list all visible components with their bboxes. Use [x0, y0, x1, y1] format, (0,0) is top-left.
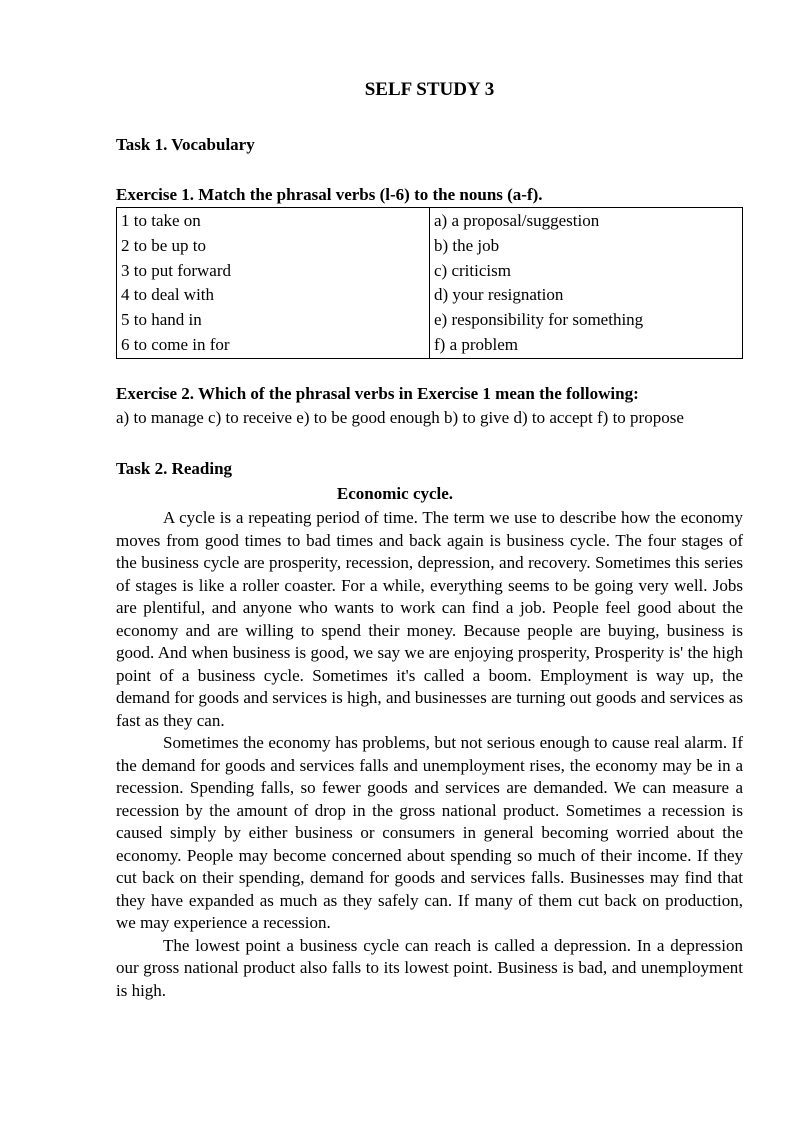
- noun-item: c) criticism: [434, 260, 511, 280]
- passage-paragraph: A cycle is a repeating period of time. The term we use to describe how the economy moves from good times to bad times and back again is business cycle. The four stages of the business cycle are prosperity, recession, depression, and recovery. Sometimes this series of stages is like a roller coaster. For a while, everything seems to be going very well. Jobs are plentiful, and anyone who wants to work can find a job. People feel good about the economy and are willing to spend their money. Because people are buying, business is good. And when business is good, we say we are enjoying prosperity, Prosperity is' the high point of a business cycle. Sometimes it's called a boom. Employment is way up, the demand for goods and services is high, and businesses are turning out goods and services as fast as they can.: [116, 508, 743, 730]
- noun-item: b) the job: [434, 235, 500, 255]
- page-title: SELF STUDY 3: [364, 79, 495, 100]
- noun-item: f) a problem: [434, 334, 519, 354]
- verbs-column: [117, 208, 430, 359]
- verb-item: 4 to deal with: [121, 285, 215, 305]
- exercise2-items: a) to manage c) to receive e) to be good enough b) to give d) to accept f) to propose: [116, 408, 684, 427]
- passage-paragraph: The lowest point a business cycle can reach is called a depression. In a depression our gross national product also falls to its lowest point. Business is bad, and unemployment is high.: [116, 935, 743, 1000]
- verb-item: 1 to take on: [121, 211, 201, 230]
- reading-passage: [116, 507, 743, 1002]
- task1-heading: Task 1. Vocabulary: [116, 135, 255, 154]
- exercise2-heading: Exercise 2. Which of the phrasal verbs in Exercise 1 mean the following:: [116, 384, 639, 403]
- noun-item: e) responsibility for something: [434, 310, 644, 330]
- verb-item: 6 to come in for: [121, 334, 230, 354]
- task2-heading: Task 2. Reading: [116, 459, 233, 478]
- matching-table-row: [117, 208, 743, 359]
- exercise1-heading: Exercise 1. Match the phrasal verbs (l-6) to the nouns (a-f).: [116, 185, 543, 204]
- verb-item: 3 to put forward: [121, 260, 232, 280]
- nouns-column: [430, 208, 743, 359]
- verb-item: 2 to be up to: [121, 235, 206, 255]
- verb-item: 5 to hand in: [121, 310, 202, 330]
- matching-table: [116, 207, 743, 359]
- noun-item: d) your resignation: [434, 285, 564, 305]
- noun-item: a) a proposal/suggestion: [434, 211, 600, 230]
- reading-title: Economic cycle.: [336, 484, 454, 503]
- passage-paragraph: Sometimes the economy has problems, but not serious enough to cause real alarm. If the demand for goods and services falls and unemployment rises, the economy may be in a recession. Spending falls, so fewer goods and services are demanded. We can measure a recession by the amount of drop in the gross national product. Sometimes a recession is caused simply by either business or consumers in general becoming worried about the economy. People may become concerned about spending so much of their income. If they cut back on their spending, demand for goods and services falls. Businesses may find that they have expanded as much as they safely can. If many of them cut back on production, we may experience a recession.: [116, 733, 743, 932]
